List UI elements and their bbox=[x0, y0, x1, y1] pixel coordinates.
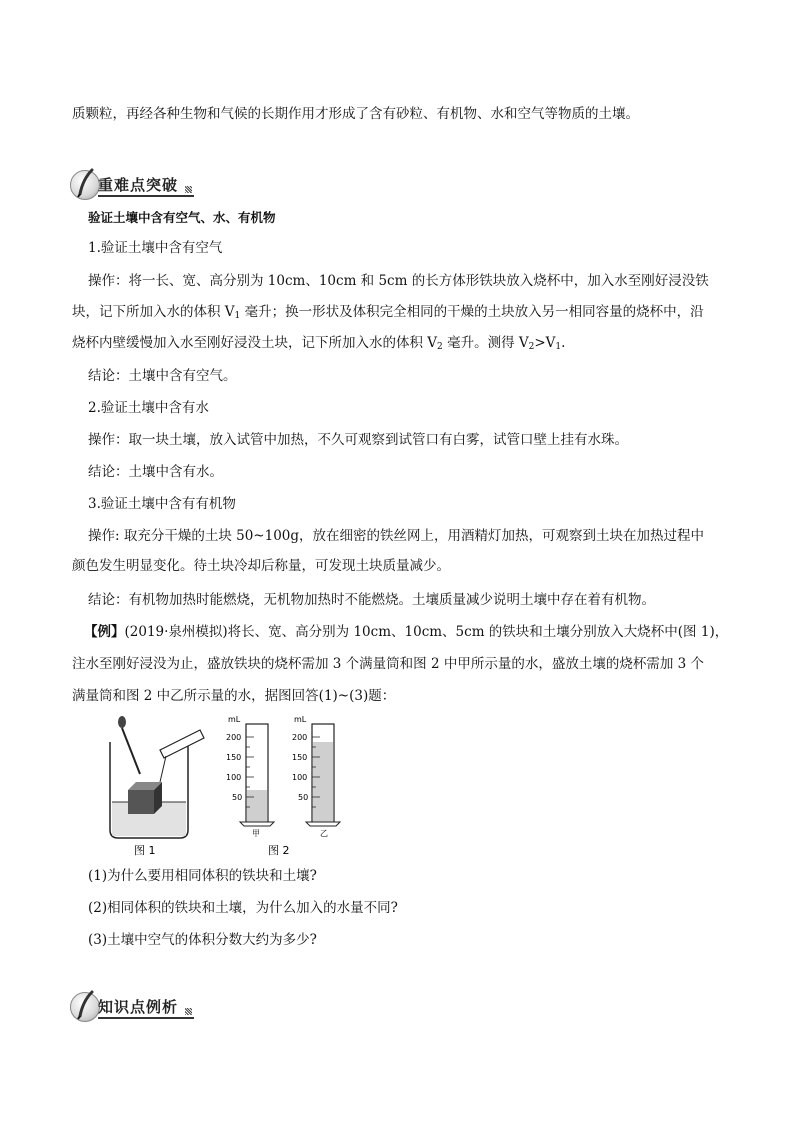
item3-conclusion: 结论：有机物加热时能燃烧，无机物加热时不能燃烧。土壤质量减少说明土壤中存在着有机物。 bbox=[88, 592, 655, 608]
example-line1 bbox=[84, 622, 728, 642]
pen-icon bbox=[74, 168, 96, 198]
text: >V bbox=[534, 335, 556, 351]
item3-op-line2: 颜色发生明显变化。待土块冷却后称量，可发现土块质量减少。 bbox=[72, 558, 450, 574]
intro-line: 质颗粒，再经各种生物和气候的长期作用才形成了含有砂粒、有机物、水和空气等物质的土壤。 bbox=[72, 106, 639, 122]
subscript: 1 bbox=[555, 342, 562, 352]
tick-label: 50 bbox=[298, 793, 309, 802]
pouring-cylinder-icon bbox=[160, 730, 204, 782]
item1-heading: 1.验证土壤中含有空气 bbox=[88, 240, 223, 256]
section-title: 知识点例析 bbox=[98, 998, 179, 1016]
text: 毫升。测得 V bbox=[442, 335, 529, 351]
block-icon bbox=[128, 782, 162, 814]
tick-label: 100 bbox=[226, 773, 242, 782]
cylinder-label: 甲 bbox=[252, 829, 260, 838]
badge-underline bbox=[98, 195, 194, 197]
subscript: 2 bbox=[437, 342, 443, 352]
item1-op-line3 bbox=[72, 333, 565, 357]
figure-1-label: 图 1 bbox=[134, 844, 156, 857]
subscript: 2 bbox=[528, 342, 535, 352]
badge-square-icon bbox=[185, 1008, 192, 1015]
tick-label: 200 bbox=[226, 733, 242, 742]
item1-op-line2 bbox=[72, 302, 704, 326]
experiment-figure bbox=[100, 712, 360, 862]
cylinder-jia bbox=[226, 715, 274, 838]
subscript: 1 bbox=[234, 311, 241, 321]
item2-conclusion: 结论：土壤中含有水。 bbox=[88, 464, 223, 480]
figure-2-label: 图 2 bbox=[268, 844, 290, 857]
cylinder-yi bbox=[292, 715, 340, 838]
section-heading-badge bbox=[68, 168, 194, 202]
text: 烧杯内壁缓慢加入水至刚好浸没土块，记下所加入水的体积 V bbox=[72, 335, 438, 351]
item3-heading: 3.验证土壤中含有有机物 bbox=[88, 496, 236, 512]
question-2: (2)相同体积的铁块和土壤，为什么加入的水量不同? bbox=[88, 900, 398, 916]
dropper-icon bbox=[118, 716, 140, 774]
tick-label: 50 bbox=[232, 793, 243, 802]
badge-underline bbox=[98, 1017, 194, 1019]
badge-square-icon bbox=[185, 186, 192, 193]
tick-label: 150 bbox=[226, 753, 242, 762]
item1-conclusion: 结论：土壤中含有空气。 bbox=[88, 368, 237, 384]
topic-title: 验证土壤中含有空气、水、有机物 bbox=[88, 210, 276, 225]
text: . bbox=[561, 335, 566, 351]
text: (2019·泉州模拟)将长、宽、高分别为 10cm、10cm、5cm 的铁块和土壤分别放入大烧杯中(图 1)， bbox=[124, 624, 729, 640]
item3-op-line1: 操作: 取充分干燥的土块 50~100g，放在细密的铁丝网上，用酒精灯加热，可观察到土块在加热过程中 bbox=[88, 528, 705, 544]
question-1: (1)为什么要用相同体积的铁块和土壤? bbox=[88, 868, 317, 884]
pen-icon bbox=[74, 990, 96, 1020]
section-heading-badge bbox=[68, 990, 194, 1024]
unit-label: mL bbox=[228, 715, 241, 724]
question-3: (3)土壤中空气的体积分数大约为多少? bbox=[88, 932, 317, 948]
cylinder-label: 乙 bbox=[320, 829, 328, 838]
example-tag: 【例】 bbox=[84, 624, 125, 640]
item2-heading: 2.验证土壤中含有水 bbox=[88, 400, 209, 416]
figure-1-beaker bbox=[110, 716, 204, 838]
tick-label: 200 bbox=[292, 733, 308, 742]
text: 毫升；换一形状及体积完全相同的干燥的土块放入另一相同容量的烧杯中，沿 bbox=[240, 304, 704, 320]
text: 块，记下所加入水的体积 V bbox=[72, 304, 235, 320]
section-title: 重难点突破 bbox=[98, 176, 179, 194]
example-line3: 满量筒和图 2 中乙所示量的水，据图回答(1)~(3)题： bbox=[72, 688, 396, 704]
example-line2: 注水至刚好浸没为止，盛放铁块的烧杯需加 3 个满量筒和图 2 中甲所示量的水，盛放土壤的烧杯需加 3 个 bbox=[72, 656, 705, 672]
tick-label: 100 bbox=[292, 773, 308, 782]
item1-op-line1: 操作：将一长、宽、高分别为 10cm、10cm 和 5cm 的长方体形铁块放入烧杯中，加入水至刚好浸没铁 bbox=[88, 273, 709, 289]
tick-label: 150 bbox=[292, 753, 308, 762]
item2-op: 操作：取一块土壤，放入试管中加热，不久可观察到试管口有白雾，试管口壁上挂有水珠。 bbox=[88, 432, 628, 448]
unit-label: mL bbox=[294, 715, 307, 724]
